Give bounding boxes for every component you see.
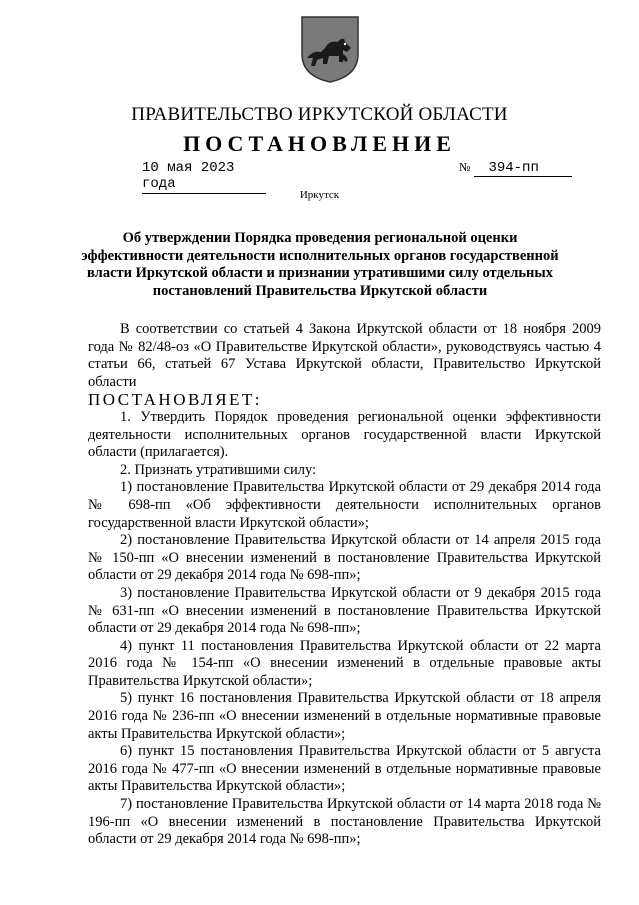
preamble-paragraph: В соответствии со статьей 4 Закона Иркутской области от 18 ноября 2009 года № 82/48-оз «О Правительстве Иркутской области», руководствуясь частью 4 статьи 66, статьей 67 Устава Иркутской области, Правительство Иркутской области (88, 321, 601, 390)
irkutsk-coat-of-arms-icon (299, 14, 361, 84)
government-name: ПРАВИТЕЛЬСТВО ИРКУТСКОЙ ОБЛАСТИ (131, 104, 508, 125)
list-item: 4) пункт 11 постановления Правительства Иркутской области от 22 марта 2016 года № 154-пп «О внесении изменений в отдельные правовые акты Правительства Иркутской области»; (88, 637, 601, 689)
list-item: 6) пункт 15 постановления Правительства Иркутской области от 5 августа 2016 года № 477-пп «О внесении изменений в отдельные нормативные правовые акты Правительства Иркутской области»; (88, 743, 601, 795)
list-item: 5) пункт 16 постановления Правительства Иркутской области от 18 апреля 2016 года № 236-пп «О внесении изменений в отдельные нормативные правовые акты Правительства Иркутской области»; (88, 690, 601, 742)
clause-2: 2. Признать утратившими силу: (120, 461, 317, 478)
document-number-field (459, 160, 572, 177)
decree-word: ПОСТАНОВЛЯЕТ: (88, 390, 263, 410)
document-city: Иркутск (299, 189, 340, 201)
list-item: 3) постановление Правительства Иркутской области от 9 декабря 2015 года № 631-пп «О внесении изменений в постановление Правительства Иркутской области от 29 декабря 2014 года № 698-пп»; (88, 584, 601, 637)
document-type: ПОСТАНОВЛЕНИЕ (183, 131, 456, 156)
number-sign: № (459, 160, 471, 174)
document-date: 10 мая 2023 года (142, 160, 266, 194)
list-item: 2) постановление Правительства Иркутской области от 14 апреля 2015 года № 150-пп «О внесении изменений в постановление Правительства Иркутской области от 29 декабря 2014 года № 698-пп»; (88, 532, 601, 584)
list-item: 7) постановление Правительства Иркутской области от 14 марта 2018 года № 196-пп «О внесении изменений в постановление Правительства Иркутской области от 29 декабря 2014 года № 698-пп»; (88, 796, 601, 848)
clause-1: 1. Утвердить Порядок проведения региональной оценки эффективности деятельности исполнительных органов государственной власти Иркутской области (прилагается). (88, 408, 601, 461)
document-number: 394-пп (474, 160, 572, 177)
document-body (88, 321, 601, 849)
document-title: Об утверждении Порядка проведения региональной оценки эффективности деятельности исполнительных органов государственной власти Иркутской области и признании утратившими силу отдельных постановлений Правительства Иркутской области (81, 230, 559, 299)
list-item: 1) постановление Правительства Иркутской области от 29 декабря 2014 года № 698-пп «Об эффективности деятельности исполнительных органов государственной власти Иркутской области»; (88, 479, 601, 531)
